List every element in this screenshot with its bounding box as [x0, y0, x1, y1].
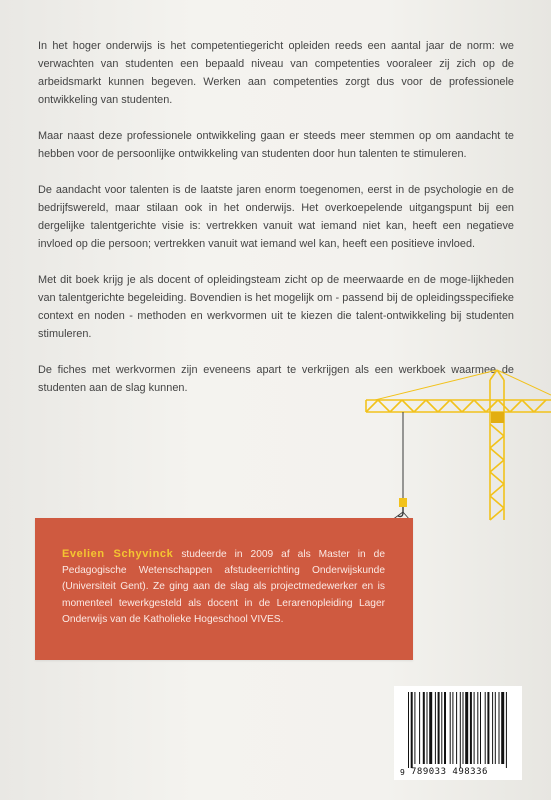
barcode-bar	[495, 692, 496, 764]
paragraph-3: De aandacht voor talenten is de laatste jaren enorm toegenomen, eerst in de psychologie en de bedrijfswereld, maar stilaan ook in het onderwijs. Het overkoepelende uitgangspunt bij een dergelijke talentgerichte visie is: vertrekken vanuit wat iemand niet kan, heeft een negatieve invloed op die persoon; vertrekken vanuit wat iemand wel kan, heeft een positieve invloed.	[38, 184, 514, 250]
barcode-bar	[477, 692, 478, 764]
barcode-bar	[444, 692, 446, 764]
paragraph-2: Maar naast deze professionele ontwikkeling gaan er steeds meer stemmen op om aandacht te hebben voor de persoonlijke ontwikkeling van studenten door hun talenten te stimuleren.	[38, 130, 514, 160]
blurb-text	[38, 37, 514, 415]
author-name: Evelien Schyvinck	[62, 548, 174, 560]
barcode-first-digit: 9	[400, 768, 405, 777]
barcode-bar	[492, 692, 493, 764]
author-bio-text: studeerde in 2009 af als Master in de Pedagogische Wetenschappen afstudeerrichting Onderwijskunde (Universiteit Gent). Ze ging aan de slag als projectmedewerker en is momenteel tewerkgesteld als docent in de Lerarenopleiding Lager Onderwijs van de Katholieke Hogeschool VIVES.	[62, 549, 386, 625]
barcode-bar	[441, 692, 442, 764]
barcode-bar	[465, 692, 468, 764]
author-bio	[62, 546, 385, 628]
barcode-bar	[470, 692, 472, 764]
barcode-bar	[501, 692, 504, 764]
author-bio-box	[35, 518, 413, 660]
barcode-bar	[487, 692, 489, 764]
barcode-bar	[438, 692, 440, 764]
barcode-bar	[463, 692, 464, 764]
barcode-bar	[506, 692, 507, 768]
barcode-bar	[474, 692, 475, 764]
barcode-bar	[435, 692, 436, 764]
paragraph-1: In het hoger onderwijs is het competentiegericht opleiden reeds een aantal jaar de norm: we verwachten van studenten een bepaald niveau van competenties vooraleer zij zich op de arbeidsmarkt kunnen begeven. Werken aan competenties zorgt dus voor de professionele ontwikkeling van studenten.	[38, 40, 514, 106]
barcode-bar	[452, 692, 453, 764]
barcode-bar	[423, 692, 425, 764]
barcode-icon	[394, 686, 522, 780]
barcode-bar	[419, 692, 420, 764]
barcode-number: 789033 498336	[411, 767, 488, 777]
barcode-bar	[499, 692, 500, 764]
barcode-bar	[414, 692, 415, 764]
barcode-bar	[427, 692, 428, 764]
barcode-bar	[429, 692, 432, 764]
barcode-bar	[456, 692, 457, 764]
paragraph-5: De fiches met werkvormen zijn eveneens apart te verkrijgen als een werkboek waarmee de studenten aan de slag kunnen.	[38, 364, 514, 394]
barcode-bar	[411, 692, 413, 768]
barcode-bar	[480, 692, 481, 764]
barcode-bar	[450, 692, 451, 764]
barcode-bar	[408, 692, 409, 768]
barcode-bar	[485, 692, 486, 764]
isbn-barcode	[394, 686, 522, 780]
barcode-bar	[460, 692, 461, 768]
paragraph-4: Met dit boek krijg je als docent of opleidingsteam zicht op de meerwaarde en de moge-lijkheden van talentgerichte begeleiding. Bovendien is het mogelijk om - passend bij de opleidingsspecifieke context en noden - methoden en werkvormen uit te kiezen die talent-ontwikkeling bij studenten stimuleren.	[38, 274, 514, 340]
